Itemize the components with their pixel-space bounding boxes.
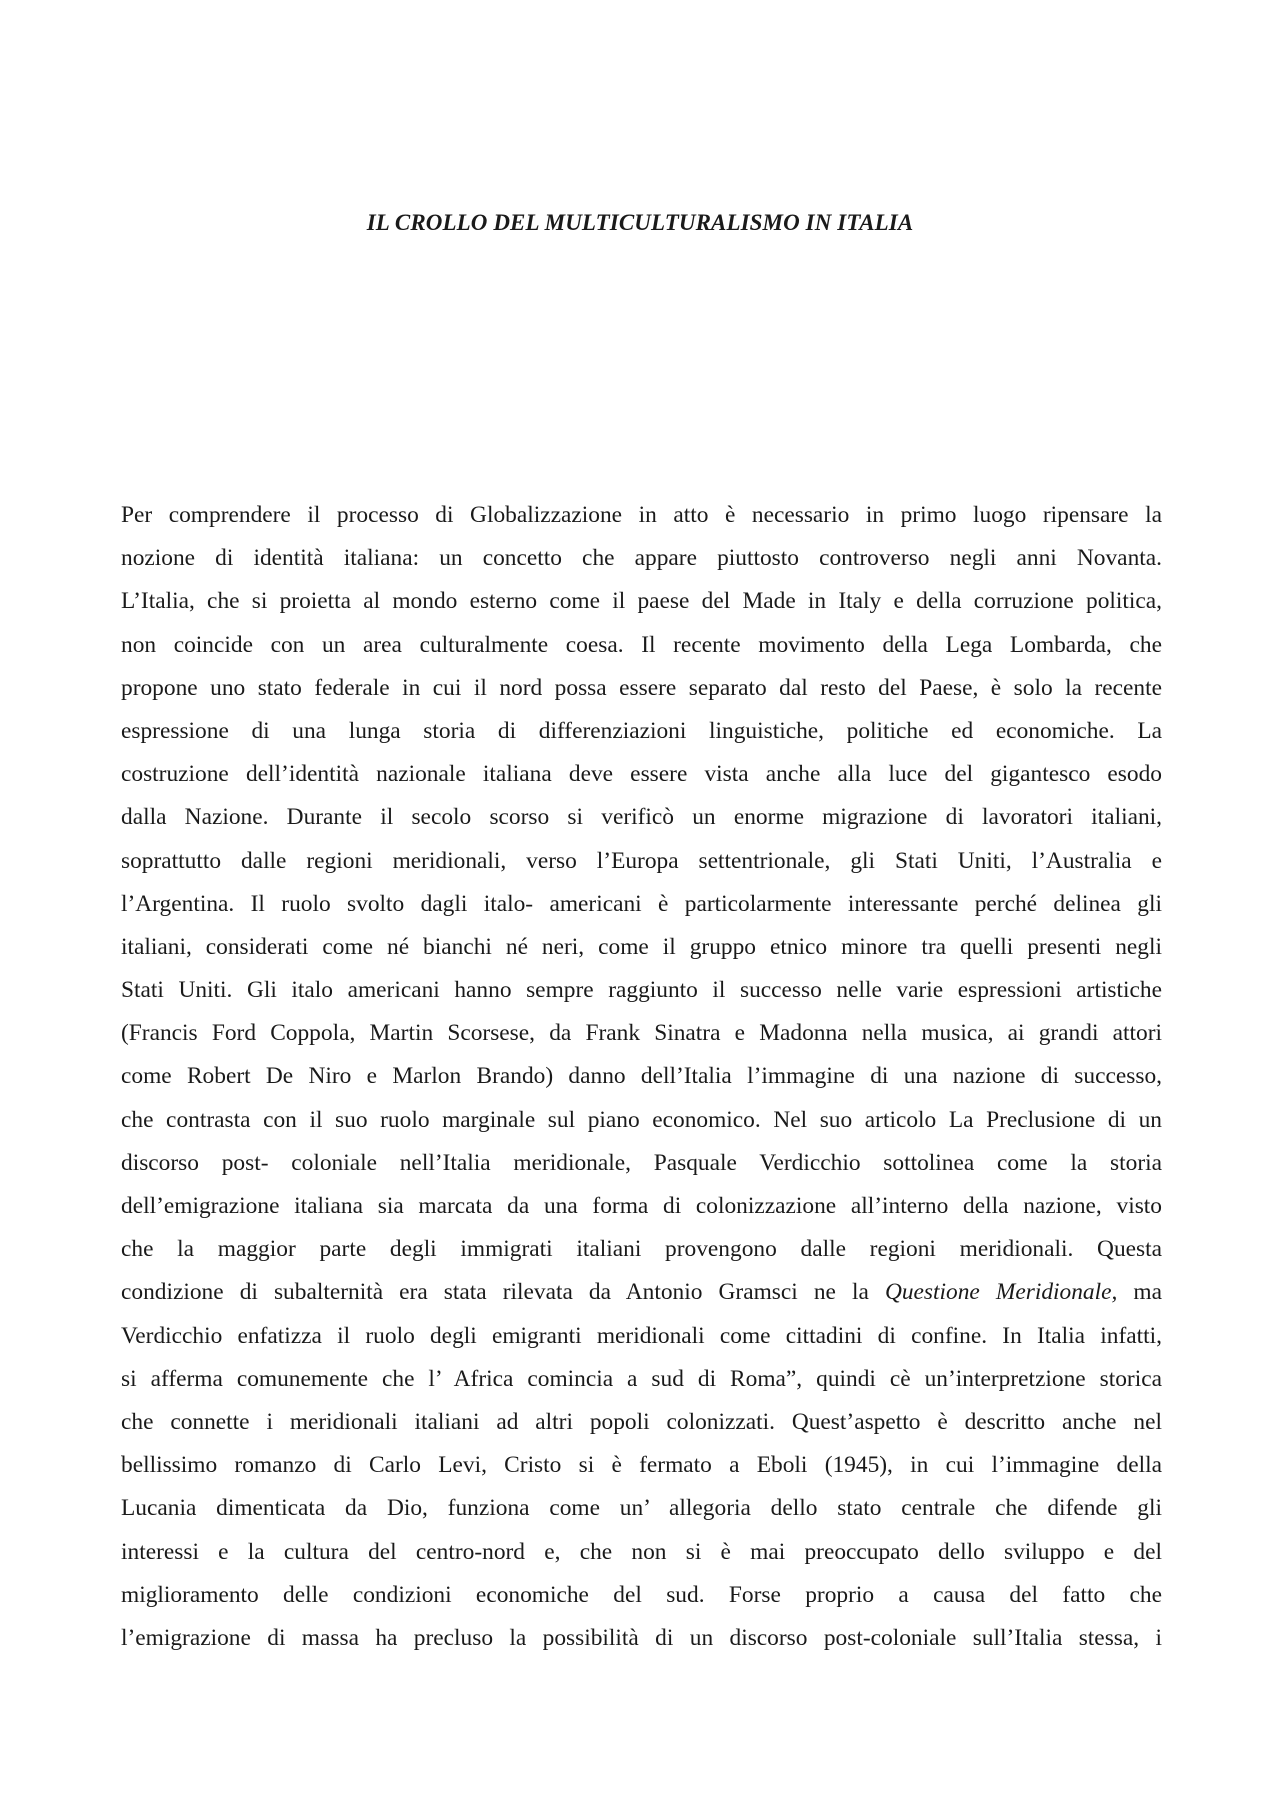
text-line: soprattutto dalle regioni meridionali, verso l’Europa settentrionale, gli Stati Uniti, l’Australia e bbox=[121, 847, 1162, 874]
text-line: nozione di identità italiana: un concetto che appare piuttosto controverso negli anni Novanta. bbox=[121, 545, 1162, 572]
text-line: espressione di una lunga storia di differenziazioni linguistiche, politiche ed economiche. La bbox=[121, 717, 1162, 744]
text-line: Lucania dimenticata da Dio, funziona come un’ allegoria dello stato centrale che difende gli bbox=[121, 1495, 1162, 1522]
text-line: L’Italia, che si proietta al mondo esterno come il paese del Made in Italy e della corruzione politica, bbox=[121, 588, 1162, 615]
text-line: Verdicchio enfatizza il ruolo degli emigranti meridionali come cittadini di confine. In Italia infatti, bbox=[121, 1322, 1162, 1349]
text-line: discorso post- coloniale nell’Italia meridionale, Pasquale Verdicchio sottolinea come la storia bbox=[121, 1149, 1162, 1176]
text-line: come Robert De Niro e Marlon Brando) danno dell’Italia l’immagine di una nazione di successo, bbox=[121, 1063, 1162, 1090]
text-line: Per comprendere il processo di Globalizzazione in atto è necessario in primo luogo ripensare la bbox=[121, 502, 1162, 528]
text-line: Stati Uniti. Gli italo americani hanno sempre raggiunto il successo nelle varie espressioni artistiche bbox=[121, 977, 1162, 1004]
text-line: dalla Nazione. Durante il secolo scorso si verificò un enorme migrazione di lavoratori italiani, bbox=[121, 804, 1162, 831]
text-line: l’emigrazione di massa ha precluso la possibilità di un discorso post-coloniale sull’Italia stessa, i bbox=[121, 1624, 1162, 1651]
text-line: interessi e la cultura del centro-nord e, che non si è mai preoccupato dello sviluppo e del bbox=[121, 1538, 1162, 1565]
text-line: bellissimo romanzo di Carlo Levi, Cristo si è fermato a Eboli (1945), in cui l’immagine della bbox=[121, 1452, 1162, 1479]
body-paragraph bbox=[121, 494, 1162, 1660]
text-line: costruzione dell’identità nazionale italiana deve essere vista anche alla luce del gigantesco esodo bbox=[121, 761, 1162, 788]
text-line: che connette i meridionali italiani ad altri popoli colonizzati. Quest’aspetto è descritto anche nel bbox=[121, 1408, 1162, 1435]
text-line: si afferma comunemente che l’ Africa comincia a sud di Roma”, quindi cè un’interpretzione storica bbox=[121, 1365, 1162, 1392]
italic-work-title: Questione Meridionale, bbox=[884, 1279, 1118, 1306]
text-line: che la maggior parte degli immigrati italiani provengono dalle regioni meridionali. Questa bbox=[121, 1236, 1162, 1263]
text-line: non coincide con un area culturalmente coesa. Il recente movimento della Lega Lombarda, che bbox=[121, 631, 1162, 658]
text-segment: ma bbox=[1117, 1279, 1162, 1306]
text-segment: condizione di subalternità era stata rilevata da Antonio Gramsci ne la bbox=[121, 1279, 885, 1306]
text-line: (Francis Ford Coppola, Martin Scorsese, da Frank Sinatra e Madonna nella musica, ai grandi attori bbox=[121, 1020, 1162, 1047]
text-line: miglioramento delle condizioni economiche del sud. Forse proprio a causa del fatto che bbox=[121, 1581, 1162, 1608]
text-line: dell’emigrazione italiana sia marcata da una forma di colonizzazione all’interno della nazione, visto bbox=[121, 1193, 1162, 1219]
text-line: italiani, considerati come né bianchi né neri, come il gruppo etnico minore tra quelli presenti negli bbox=[121, 933, 1162, 960]
text-line: propone uno stato federale in cui il nord possa essere separato dal resto del Paese, è solo la recente bbox=[121, 674, 1162, 701]
text-line: che contrasta con il suo ruolo marginale sul piano economico. Nel suo articolo La Preclusione di un bbox=[121, 1106, 1162, 1133]
document-title: IL CROLLO DEL MULTICULTURALISMO IN ITALIA bbox=[366, 210, 914, 235]
text-line: l’Argentina. Il ruolo svolto dagli italo- americani è particolarmente interessante perché delinea gli bbox=[121, 890, 1162, 917]
text-line-with-italic bbox=[121, 1271, 1162, 1314]
